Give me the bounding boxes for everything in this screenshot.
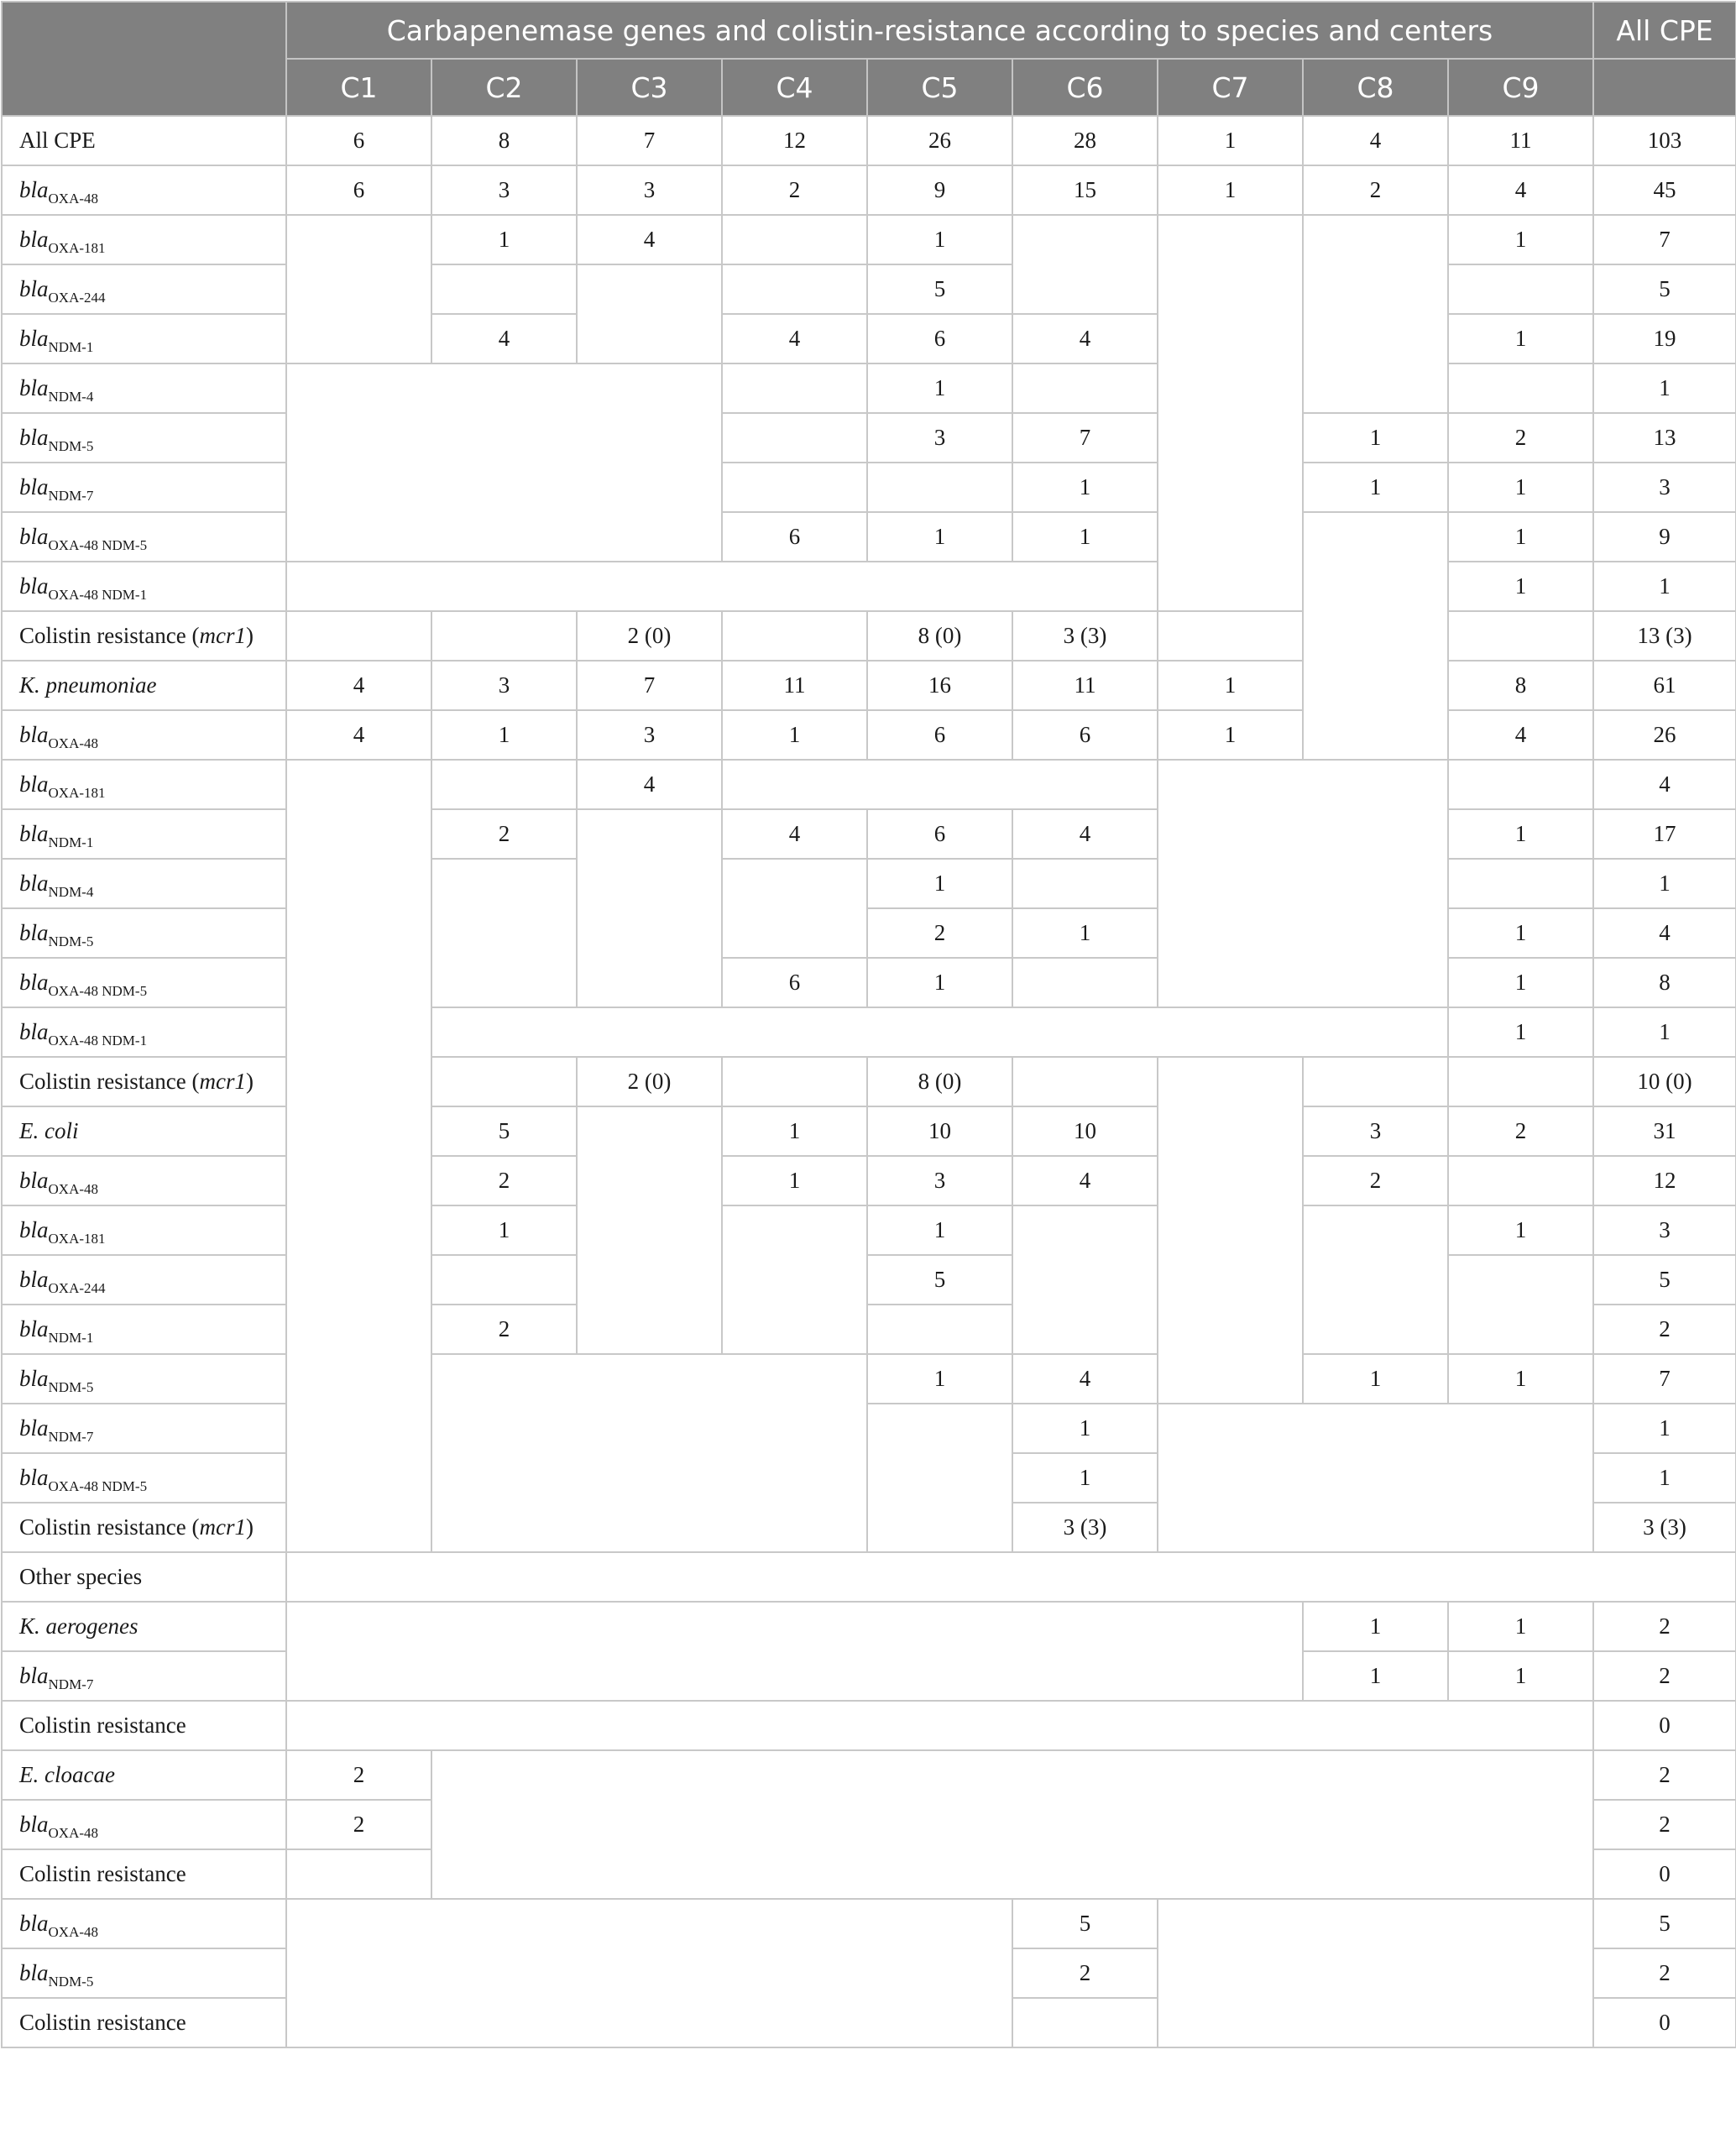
table-cell: 2: [1448, 1106, 1593, 1156]
table-cell: 1: [1303, 1651, 1448, 1701]
table-cell: 2: [1593, 1651, 1736, 1701]
row-label: E. coli: [2, 1106, 286, 1156]
table-cell: 8 (0): [867, 611, 1012, 661]
table-cell: 8: [1448, 661, 1593, 710]
row-label: Colistin resistance (mcr1): [2, 1057, 286, 1106]
table-cell: 1: [867, 512, 1012, 562]
empty-cell: [1448, 363, 1593, 413]
header-all-cpe: All CPE: [1593, 2, 1736, 59]
table-cell: 2: [867, 908, 1012, 958]
header-center: C9: [1448, 59, 1593, 116]
table-cell: 28: [1012, 116, 1158, 165]
table-cell: 7: [1012, 413, 1158, 463]
table-row: [2, 1106, 1736, 1156]
empty-cell: [867, 1404, 1012, 1552]
empty-cell: [577, 264, 722, 363]
table-cell: 6: [867, 314, 1012, 363]
empty-cell: [431, 611, 577, 661]
table-cell: 1: [1593, 363, 1736, 413]
table-cell: 2: [1303, 1156, 1448, 1205]
empty-cell: [431, 264, 577, 314]
row-label: bla$_{NDM-4}$: [2, 363, 286, 413]
cpe-table: [1, 1, 1736, 2048]
table-row: [2, 1255, 1736, 1305]
table-cell: 1: [1303, 463, 1448, 512]
table-cell: 2 (0): [577, 611, 722, 661]
row-label: bla$_{NDM-7}$: [2, 1651, 286, 1701]
table-cell: 11: [722, 661, 867, 710]
row-label: K. pneumoniae: [2, 661, 286, 710]
row-label: bla$_{OXA-181}$: [2, 760, 286, 809]
empty-cell: [286, 760, 431, 1552]
table-cell: 3: [1593, 463, 1736, 512]
row-label: bla$_{NDM-5}$: [2, 1948, 286, 1998]
table-cell: 1: [1448, 908, 1593, 958]
table-cell: 15: [1012, 165, 1158, 215]
table-cell: 3: [577, 165, 722, 215]
table-row: [2, 363, 1736, 413]
header-center: C7: [1158, 59, 1303, 116]
empty-cell: [1012, 363, 1158, 413]
table-cell: 6: [1012, 710, 1158, 760]
empty-cell: [1158, 1404, 1593, 1552]
table-cell: 2: [1593, 1602, 1736, 1651]
empty-cell: [1158, 760, 1448, 1007]
table-row: [2, 710, 1736, 760]
table-row: [2, 1057, 1736, 1106]
row-label: bla$_{NDM-5}$: [2, 908, 286, 958]
row-label: bla$_{NDM-5}$: [2, 413, 286, 463]
row-label: bla$_{NDM-7}$: [2, 1404, 286, 1453]
table-cell: 9: [867, 165, 1012, 215]
table-cell: 1: [1448, 958, 1593, 1007]
table-cell: 45: [1593, 165, 1736, 215]
row-label: K. aerogenes: [2, 1602, 286, 1651]
table-cell: 8 (0): [867, 1057, 1012, 1106]
empty-cell: [867, 1305, 1012, 1354]
row-label: E. cloacae: [2, 1750, 286, 1800]
table-cell: 1: [431, 710, 577, 760]
table-cell: 1: [1593, 562, 1736, 611]
table-row: [2, 1602, 1736, 1651]
empty-cell: [722, 760, 1158, 809]
table-cell: 4: [1303, 116, 1448, 165]
table-row: [2, 1701, 1736, 1750]
empty-cell: [1012, 1057, 1158, 1106]
table-row: [2, 1156, 1736, 1205]
table-cell: 5: [867, 264, 1012, 314]
table-cell: 4: [577, 215, 722, 264]
table-row: [2, 611, 1736, 661]
table-cell: 1: [867, 859, 1012, 908]
table-cell: 1: [1158, 116, 1303, 165]
table-cell: 1: [1448, 1205, 1593, 1255]
table-cell: 1: [1303, 413, 1448, 463]
table-cell: 1: [867, 1205, 1012, 1255]
empty-cell: [1012, 1205, 1158, 1354]
table-cell: 5: [867, 1255, 1012, 1305]
table-cell: 6: [286, 165, 431, 215]
table-cell: 3 (3): [1012, 611, 1158, 661]
table-cell: 1: [1158, 710, 1303, 760]
table-cell: 2 (0): [577, 1057, 722, 1106]
table-cell: 4: [286, 710, 431, 760]
header-center: C2: [431, 59, 577, 116]
table-cell: 5: [431, 1106, 577, 1156]
table-cell: 4: [1448, 165, 1593, 215]
table-cell: 10: [867, 1106, 1012, 1156]
header-row-1: [2, 2, 1736, 59]
table-cell: 1: [1448, 1354, 1593, 1404]
table-cell: 1: [867, 215, 1012, 264]
table-cell: 1: [1448, 215, 1593, 264]
table-cell: 1: [867, 363, 1012, 413]
table-cell: 4: [722, 314, 867, 363]
row-label: Colistin resistance (mcr1): [2, 611, 286, 661]
table-cell: 2: [1593, 1948, 1736, 1998]
table-cell: 1: [1593, 1453, 1736, 1503]
empty-cell: [1158, 1057, 1303, 1404]
empty-cell: [1158, 215, 1303, 611]
row-label: bla$_{OXA-181}$: [2, 1205, 286, 1255]
table-cell: 1: [1012, 908, 1158, 958]
empty-cell: [1303, 512, 1448, 760]
table-row: [2, 661, 1736, 710]
empty-cell: [1448, 264, 1593, 314]
row-label: bla$_{OXA-48 NDM-1}$: [2, 1007, 286, 1057]
empty-cell: [286, 1849, 431, 1899]
empty-cell: [1448, 1057, 1593, 1106]
empty-cell: [1448, 760, 1593, 809]
empty-cell: [1448, 1255, 1593, 1354]
empty-cell: [431, 1354, 867, 1552]
table-cell: 5: [1593, 1255, 1736, 1305]
empty-cell: [722, 215, 867, 264]
table-cell: 3 (3): [1012, 1503, 1158, 1552]
table-cell: 1: [1593, 1007, 1736, 1057]
empty-cell: [722, 859, 867, 958]
table-cell: 3: [431, 661, 577, 710]
row-label: bla$_{OXA-48}$: [2, 1899, 286, 1948]
row-label: Colistin resistance: [2, 1849, 286, 1899]
table-row: [2, 1007, 1736, 1057]
row-label: Colistin resistance: [2, 1701, 286, 1750]
table-cell: 2: [431, 809, 577, 859]
empty-cell: [1012, 1998, 1158, 2047]
table-cell: 2: [722, 165, 867, 215]
table-cell: 1: [1012, 512, 1158, 562]
row-label: bla$_{NDM-4}$: [2, 859, 286, 908]
table-cell: 0: [1593, 1849, 1736, 1899]
table-row: [2, 1552, 1736, 1602]
table-row: [2, 512, 1736, 562]
table-cell: 3: [1593, 1205, 1736, 1255]
table-row: [2, 215, 1736, 264]
empty-cell: [722, 1205, 867, 1354]
table-cell: 1: [1448, 1602, 1593, 1651]
table-cell: 2: [1448, 413, 1593, 463]
empty-cell: [867, 463, 1012, 512]
empty-cell: [431, 1255, 577, 1305]
empty-cell: [431, 1007, 1448, 1057]
header-corner: [2, 2, 286, 116]
table-cell: 5: [1593, 264, 1736, 314]
table-cell: 4: [431, 314, 577, 363]
table-cell: 1: [1448, 463, 1593, 512]
empty-cell: [1158, 1899, 1593, 2047]
row-label: bla$_{OXA-48 NDM-5}$: [2, 512, 286, 562]
table-cell: 1: [431, 215, 577, 264]
table-cell: 2: [1303, 165, 1448, 215]
table-cell: 7: [577, 661, 722, 710]
table-cell: 12: [1593, 1156, 1736, 1205]
table-cell: 10: [1012, 1106, 1158, 1156]
table-cell: 31: [1593, 1106, 1736, 1156]
header-center: C8: [1303, 59, 1448, 116]
table-cell: 13: [1593, 413, 1736, 463]
row-label: bla$_{OXA-48}$: [2, 710, 286, 760]
table-cell: 2: [1593, 1305, 1736, 1354]
row-label: Colistin resistance (mcr1): [2, 1503, 286, 1552]
table-cell: 3: [867, 413, 1012, 463]
row-label: bla$_{OXA-244}$: [2, 1255, 286, 1305]
row-label: bla$_{NDM-1}$: [2, 314, 286, 363]
table-cell: 10 (0): [1593, 1057, 1736, 1106]
empty-cell: [286, 562, 1158, 611]
table-cell: 6: [867, 809, 1012, 859]
empty-cell: [431, 760, 577, 809]
empty-cell: [722, 363, 867, 413]
table-cell: 3: [867, 1156, 1012, 1205]
empty-cell: [722, 1057, 867, 1106]
row-label: bla$_{OXA-48 NDM-1}$: [2, 562, 286, 611]
row-label: Other species: [2, 1552, 286, 1602]
row-label: bla$_{OXA-48}$: [2, 1156, 286, 1205]
empty-cell: [577, 1106, 722, 1354]
row-label: bla$_{OXA-48}$: [2, 1800, 286, 1849]
header-group-title: Carbapenemase genes and colistin-resistance according to species and centers: [286, 2, 1593, 59]
empty-cell: [431, 1057, 577, 1106]
table-row: [2, 1205, 1736, 1255]
table-cell: 4: [577, 760, 722, 809]
table-cell: 2: [1593, 1800, 1736, 1849]
table-cell: 11: [1448, 116, 1593, 165]
empty-cell: [577, 809, 722, 1007]
table-cell: 1: [1593, 859, 1736, 908]
empty-cell: [1448, 1156, 1593, 1205]
table-row: [2, 314, 1736, 363]
table-cell: 6: [286, 116, 431, 165]
table-cell: 61: [1593, 661, 1736, 710]
table-row: [2, 463, 1736, 512]
header-center: C3: [577, 59, 722, 116]
table-cell: 1: [867, 958, 1012, 1007]
table-cell: 2: [1593, 1750, 1736, 1800]
empty-cell: [286, 1701, 1593, 1750]
empty-cell: [1012, 859, 1158, 908]
table-cell: 103: [1593, 116, 1736, 165]
table-cell: 12: [722, 116, 867, 165]
table-cell: 6: [867, 710, 1012, 760]
table-row: [2, 165, 1736, 215]
empty-cell: [286, 1552, 1736, 1602]
table-cell: 1: [722, 710, 867, 760]
table-cell: 4: [1448, 710, 1593, 760]
table-row: [2, 760, 1736, 809]
empty-cell: [722, 463, 867, 512]
table-cell: 1: [1158, 165, 1303, 215]
table-row: [2, 958, 1736, 1007]
table-cell: 1: [431, 1205, 577, 1255]
table-cell: 4: [1012, 1156, 1158, 1205]
table-cell: 1: [1012, 1404, 1158, 1453]
empty-cell: [286, 1602, 1303, 1701]
table-cell: 7: [1593, 215, 1736, 264]
table-cell: 1: [867, 1354, 1012, 1404]
table-cell: 4: [1593, 908, 1736, 958]
table-cell: 1: [1448, 562, 1593, 611]
row-label: bla$_{NDM-1}$: [2, 809, 286, 859]
empty-cell: [286, 611, 431, 661]
empty-cell: [286, 215, 431, 363]
row-label: bla$_{OXA-244}$: [2, 264, 286, 314]
table-cell: 13 (3): [1593, 611, 1736, 661]
table-cell: 3: [577, 710, 722, 760]
empty-cell: [722, 264, 867, 314]
table-cell: 4: [1593, 760, 1736, 809]
table-cell: 26: [1593, 710, 1736, 760]
empty-cell: [722, 611, 867, 661]
header-center: C4: [722, 59, 867, 116]
row-label: Colistin resistance: [2, 1998, 286, 2047]
header-center: C1: [286, 59, 431, 116]
table-cell: 6: [722, 512, 867, 562]
table-cell: 19: [1593, 314, 1736, 363]
table-cell: 7: [1593, 1354, 1736, 1404]
table-cell: 11: [1012, 661, 1158, 710]
table-cell: 3: [1303, 1106, 1448, 1156]
table-cell: 1: [1303, 1602, 1448, 1651]
row-label: bla$_{OXA-48 NDM-5}$: [2, 1453, 286, 1503]
table-cell: 1: [722, 1106, 867, 1156]
empty-cell: [1012, 215, 1158, 314]
header-center: C6: [1012, 59, 1158, 116]
table-cell: 3: [431, 165, 577, 215]
empty-cell: [1303, 1205, 1448, 1354]
row-label: bla$_{OXA-48 NDM-5}$: [2, 958, 286, 1007]
header-center: C5: [867, 59, 1012, 116]
table-cell: 26: [867, 116, 1012, 165]
table-row: [2, 1750, 1736, 1800]
empty-cell: [1303, 1057, 1448, 1106]
table-row: [2, 1354, 1736, 1404]
empty-cell: [1012, 958, 1158, 1007]
table-cell: 17: [1593, 809, 1736, 859]
table-cell: 1: [1303, 1354, 1448, 1404]
empty-cell: [1448, 611, 1593, 661]
table-row: [2, 413, 1736, 463]
table-cell: 9: [1593, 512, 1736, 562]
table-cell: 8: [1593, 958, 1736, 1007]
row-label: bla$_{OXA-181}$: [2, 215, 286, 264]
table-cell: 6: [722, 958, 867, 1007]
table-cell: 1: [1012, 1453, 1158, 1503]
table-cell: 16: [867, 661, 1012, 710]
row-label: bla$_{NDM-7}$: [2, 463, 286, 512]
table-cell: 2: [431, 1305, 577, 1354]
empty-cell: [431, 1750, 1593, 1899]
table-cell: 5: [1593, 1899, 1736, 1948]
empty-cell: [1303, 215, 1448, 413]
row-label: bla$_{OXA-48}$: [2, 165, 286, 215]
table-cell: 1: [1448, 809, 1593, 859]
table-row: [2, 116, 1736, 165]
table-cell: 2: [286, 1800, 431, 1849]
table-cell: 1: [1012, 463, 1158, 512]
empty-cell: [722, 413, 867, 463]
table-cell: 8: [431, 116, 577, 165]
empty-cell: [431, 859, 577, 1007]
table-row: [2, 1404, 1736, 1453]
table-cell: 1: [1448, 512, 1593, 562]
row-label: All CPE: [2, 116, 286, 165]
table-cell: 1: [1158, 661, 1303, 710]
table-cell: 1: [1593, 1404, 1736, 1453]
table-row: [2, 1899, 1736, 1948]
empty-cell: [1158, 611, 1303, 661]
row-label: bla$_{NDM-5}$: [2, 1354, 286, 1404]
table-row: [2, 562, 1736, 611]
table-cell: 7: [577, 116, 722, 165]
table-cell: 2: [431, 1156, 577, 1205]
table-cell: 4: [722, 809, 867, 859]
table-cell: 0: [1593, 1998, 1736, 2047]
table-row: [2, 859, 1736, 908]
table-cell: 2: [286, 1750, 431, 1800]
table-cell: 2: [1012, 1948, 1158, 1998]
table-cell: 4: [1012, 809, 1158, 859]
empty-cell: [286, 363, 722, 562]
table-row: [2, 809, 1736, 859]
empty-cell: [1448, 859, 1593, 908]
table-cell: 5: [1012, 1899, 1158, 1948]
table-cell: 1: [1448, 1651, 1593, 1701]
header-all-empty: [1593, 59, 1736, 116]
table-cell: 4: [286, 661, 431, 710]
table-row: [2, 908, 1736, 958]
table-cell: 3 (3): [1593, 1503, 1736, 1552]
table-cell: 1: [722, 1156, 867, 1205]
empty-cell: [286, 1899, 1012, 2047]
table-cell: 1: [1448, 314, 1593, 363]
table-row: [2, 264, 1736, 314]
row-label: bla$_{NDM-1}$: [2, 1305, 286, 1354]
table-cell: 4: [1012, 1354, 1158, 1404]
table-cell: 1: [1448, 1007, 1593, 1057]
table-cell: 4: [1012, 314, 1158, 363]
table-cell: 0: [1593, 1701, 1736, 1750]
